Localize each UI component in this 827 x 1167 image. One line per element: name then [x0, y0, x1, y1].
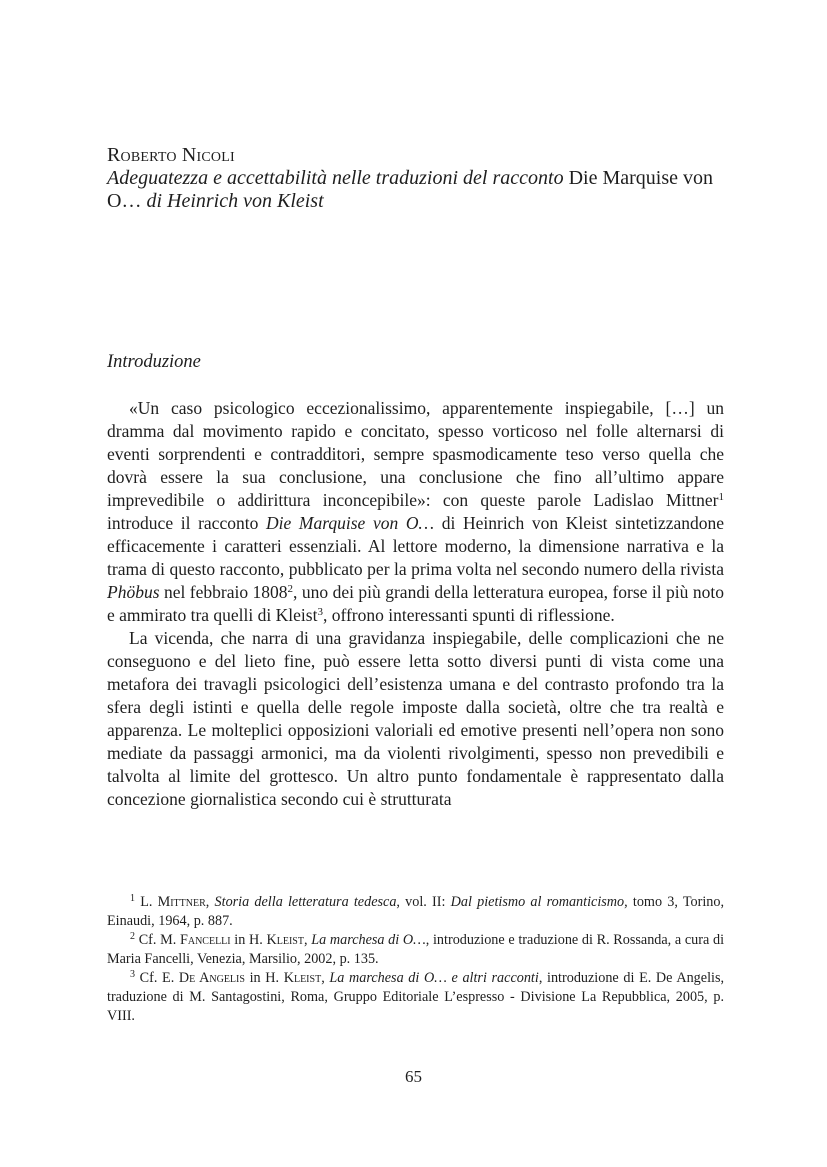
footnote-1-subtitle: Dal pietismo al romanticismo: [450, 894, 625, 910]
footnote-3-title: La marchesa di O… e altri racconti: [329, 970, 539, 986]
p1-text-5: , uno dei più grandi della letteratura europea, forse il più noto e ammirato tra quelli di Kleist: [107, 582, 724, 625]
title-italic-part: Adeguatezza e accettabilità nelle traduzioni del racconto: [107, 167, 564, 189]
article-header: [107, 144, 723, 213]
footnote-1: [107, 893, 724, 931]
author-name: Roberto Nicoli: [107, 144, 235, 166]
footnote-2-mid: in H.: [230, 932, 267, 948]
footnotes: [107, 893, 724, 1026]
footnote-2-author2: Kleist: [266, 932, 304, 948]
footnote-3-sep: ,: [321, 970, 330, 986]
title-italic-end: di Heinrich von Kleist: [146, 190, 324, 212]
footnote-3: [107, 969, 724, 1026]
body-text: [107, 397, 724, 811]
p1-journal-name: Phöbus: [107, 582, 160, 602]
paragraph-1: [107, 397, 724, 627]
p1-text-4: nel febbraio 1808: [159, 582, 288, 602]
footnote-ref-1: 1: [718, 491, 724, 503]
footnote-1-title: Storia della letteratura tedesca: [214, 894, 397, 910]
section-title: Introduzione: [107, 352, 201, 372]
footnote-3-author: De Angelis: [178, 970, 245, 986]
footnote-ref-3: 3: [317, 606, 323, 618]
footnote-1-author: L. Mittner: [140, 894, 206, 910]
footnote-2-pre: Cf. M.: [138, 932, 180, 948]
page-number: 65: [405, 1067, 422, 1086]
p1-text-2: introduce il racconto: [107, 513, 266, 533]
footnote-2-sep: ,: [303, 932, 312, 948]
footnote-2: [107, 931, 724, 969]
footnote-2-rest: , introduzione e traduzione di R. Rossanda, a cura di Maria Fancelli, Venezia, Marsilio, 2002, p. 135.: [107, 932, 725, 967]
footnote-3-pre: Cf. E.: [139, 970, 179, 986]
footnote-2-author: Fancelli: [179, 932, 231, 948]
footnote-3-mid: in H.: [244, 970, 284, 986]
footnote-1-mid: , vol. II:: [396, 894, 451, 910]
footnote-1-number: 1: [130, 893, 135, 904]
p1-text-1: «Un caso psicologico eccezionalissimo, apparentemente inspiegabile, […] un dramma dal movimento rapido e concitato, spesso vorticoso nel folle alternarsi di eventi sorprendenti e contradditori, sempre spasmodicamente teso verso quella che dovrà essere la sua conclusione, una conclusione che fino all’ultimo appare imprevedibile o addirittura inconcepibile»: con queste parole Ladislao Mittner: [107, 398, 724, 510]
footnote-1-sep: ,: [205, 894, 215, 910]
footnote-3-author2: Kleist: [283, 970, 322, 986]
footnote-2-title: La marchesa di O…: [311, 932, 426, 948]
p1-work-title: Die Marquise von O…: [265, 513, 435, 533]
p1-text-6: , offrono interessanti spunti di riflessione.: [322, 605, 615, 625]
article-title: [107, 167, 723, 213]
title-work-name: Die Marquise von O…: [107, 167, 713, 212]
footnote-3-rest: , introduzione di E. De Angelis, traduzione di M. Santagostini, Roma, Gruppo Editoriale L’espresso - Divisione La Repubblica, 2005, p. VIII.: [107, 970, 725, 1024]
footnote-1-rest: , tomo 3, Torino, Einaudi, 1964, p. 887.: [107, 894, 725, 929]
footnote-2-number: 2: [130, 931, 135, 942]
footnote-ref-2: 2: [287, 583, 294, 595]
paragraph-2: La vicenda, che narra di una gravidanza inspiegabile, delle complicazioni che ne conseguono e del lieto fine, può essere letta sotto diversi punti di vista come una metafora dei travagli psicologici dell’esistenza umana e del contrasto profondo tra la sfera degli istinti e quella delle regole imposte dalla società, oltre che tra realtà e apparenza. Le molteplici opposizioni valoriali ed emotive presenti nell’opera non sono mediate da passaggi armonici, ma da violenti rivolgimenti, spesso non prevedibili e talvolta al limite del grottesco. Un altro punto fondamentale è rappresentato dalla concezione giornalistica secondo cui è strutturata: [107, 628, 724, 809]
footnote-3-number: 3: [130, 969, 135, 980]
p1-text-3: di Heinrich von Kleist sintetizzandone efficacemente i caratteri essenziali. Al lettore moderno, la dimensione narrativa e la trama di questo racconto, pubblicato per la prima volta nel secondo numero della rivista: [107, 513, 725, 579]
